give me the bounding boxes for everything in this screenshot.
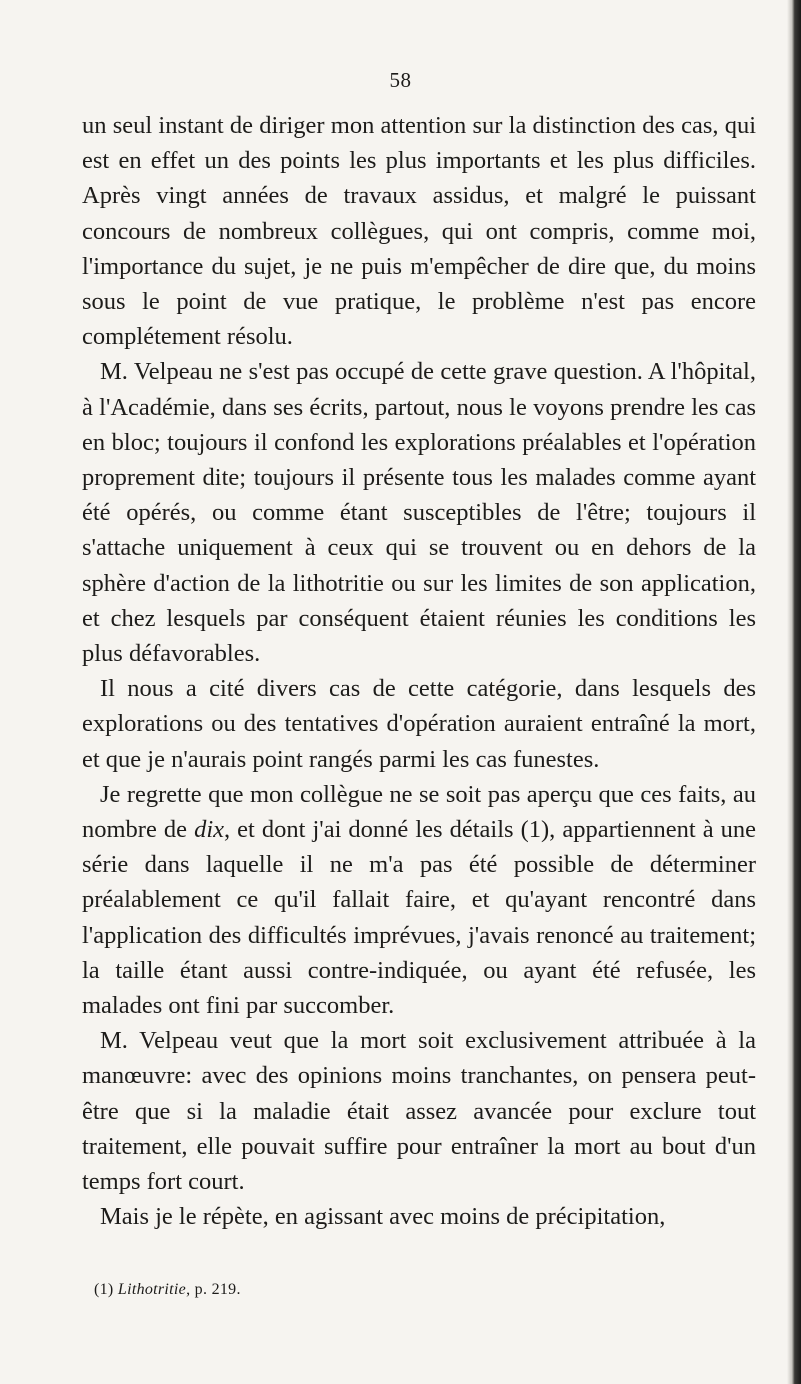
paragraph-1: un seul instant de diriger mon attention sur la distinction des cas, qui est en effet un des points les plus importants et les plus difficiles. Après vingt années de travaux assidus, et malgré le puissant concours de nombreux collègues, qui ont compris, comme moi, l'importance du sujet, je ne puis m'empêcher de dire que, du moins sous le point de vue pratique, le problème n'est pas encore complétement résolu.	[82, 112, 756, 351]
footnote	[94, 1281, 241, 1299]
paragraph-4-post: , et dont j'ai donné les détails (1), appartiennent à une série dans laquelle il ne m'a pas été possible de déterminer préalablement ce qu'il fallait faire, et qu'ayant rencontré dans l'application des difficultés imprévues, j'avais renoncé au traitement; la taille étant aussi contre-indiquée, ou ayant été refusée, les malades ont fini par succomber.	[82, 816, 757, 1020]
body-text	[82, 108, 756, 1235]
footnote-page: , p. 219.	[186, 1281, 241, 1298]
page-edge-shadow	[787, 0, 801, 1384]
paragraph-4-emphasis: dix	[194, 816, 224, 844]
paragraph-4-pre: Je regrette que mon collègue ne se soit pas aperçu que ces faits, au nombre de	[82, 780, 756, 844]
paragraph-2: M. Velpeau ne s'est pas occupé de cette grave question. A l'hôpital, à l'Académie, dans ses écrits, partout, nous le voyons prendre les cas en bloc; toujours il confond les explorations préalables et l'opération proprement dite; toujours il présente tous les malades comme ayant été opérés, ou comme étant susceptibles de l'être; toujours il s'attache uniquement à ceux qui se trouvent ou en dehors de la sphère d'action de la lithotritie ou sur les limites de son application, et chez lesquels par conséquent étaient réunies les conditions les plus défavorables.	[82, 358, 756, 668]
paragraph-6: Mais je le répète, en agissant avec moins de précipitation,	[100, 1203, 666, 1231]
paragraph-3: Il nous a cité divers cas de cette catégorie, dans lesquels des explorations ou des tentatives d'opération auraient entraîné la mort, et que je n'aurais point rangés parmi les cas funestes.	[82, 675, 756, 773]
paragraph-5: M. Velpeau veut que la mort soit exclusivement attribuée à la manœuvre: avec des opinions moins tranchantes, on pensera peut-être que si la maladie était assez avancée pour exclure tout traitement, elle pouvait suffire pour entraîner la mort au bout d'un temps fort court.	[82, 1027, 756, 1196]
page-number: 58	[389, 68, 412, 92]
paragraph-4	[82, 777, 756, 1023]
footnote-title: Lithotritie	[117, 1281, 187, 1298]
footnote-mark: (1)	[94, 1281, 114, 1298]
